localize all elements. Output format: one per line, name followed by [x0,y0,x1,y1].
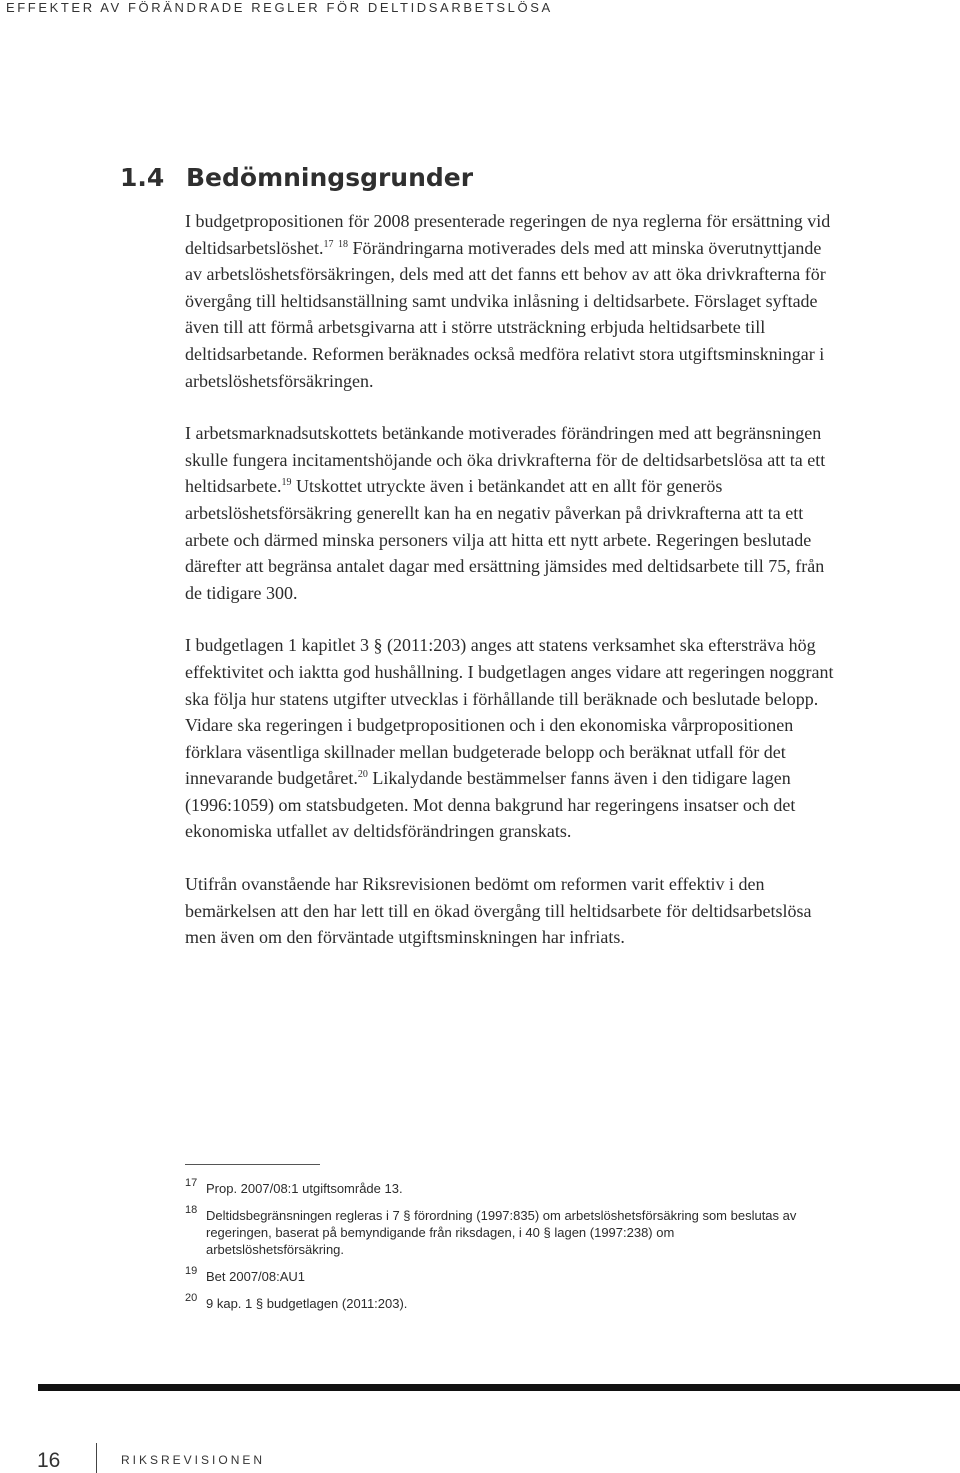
footnote-17 [185,1177,815,1197]
section-number: 1.4 [120,163,165,192]
paragraph-4: Utifrån ovanstående har Riksrevisionen bedömt om reformen varit effektiv i den bemärkelsen att den har lett till en ökad övergång till heltidsarbete för deltidsarbetslösa men även om den förväntade utgiftsminskningen har infriats. [185,874,812,948]
footer-separator [96,1443,97,1473]
page-number: 16 [37,1449,61,1472]
footnote-text: Bet 2007/08:AU1 [206,1269,306,1284]
footnotes [185,1177,815,1322]
footnote-number: 17 [185,1177,198,1189]
paragraph-1-text-b: Förändringarna motiverades dels med att minska överutnyttjande av arbetslöshetsförsäkringen, dels med att det fanns ett behov av att öka drivkrafterna för övergång till heltidsanställning samt undvika inlåsning i deltidsarbete. Förslaget syftade även till att förmå arbetsgivarna att i större utsträckning erbjuda heltidsarbete till deltidsarbetande. Reformen beräknades också medföra relativt stora utgiftsminskningar i arbetslöshetsförsäkringen. [185,237,826,391]
footnote-19 [185,1265,815,1285]
footnote-18 [185,1204,815,1258]
paragraph-2-text-a: I arbetsmarknadsutskottets betänkande motiverades förändringen med att begränsningen skulle fungera incitamentshöjande och öka drivkrafterna för de deltidsarbetslösa att ta ett heltidsarbete. [185,423,826,497]
footnote-text: Prop. 2007/08:1 utgiftsområde 13. [206,1181,403,1196]
paragraph-1-text-a: I budgetpropositionen för 2008 presenterade regeringen de nya reglerna för ersättning vid deltidsarbetslöshet. [185,211,831,258]
footnote-ref-20[interactable]: 20 [357,769,368,781]
paragraph-2-text-b: Utskottet utryckte även i betänkandet att en allt för generös arbetslöshetsförsäkring generellt kan ha en negativ påverkan på drivkrafterna att ta ett arbete och därmed minska personers vilja att hitta ett nytt arbete. Regeringen beslutade därefter att begränsa antalet dagar med ersättning jämsides med deltidsarbete till 75, från de tidigare 300. [185,476,825,603]
footnote-ref-19[interactable]: 19 [281,477,292,489]
footnote-number: 18 [185,1204,198,1216]
footnote-number: 19 [185,1265,198,1277]
publisher-name: RIKSREVISIONEN [121,1453,266,1467]
section-heading [120,163,473,192]
paragraph-2 [185,420,835,606]
section-title: Bedömningsgrunder [186,163,474,192]
paragraph-3-text-b: Likalydande bestämmelser fanns även i den tidigare lagen (1996:1059) om statsbudgeten. Mot denna bakgrund har regeringens insatser och det ekonomiska utfallet av deltidsförändringen granskats. [185,768,796,842]
paragraph-3-text-a: I budgetlagen 1 kapitlet 3 § (2011:203) anges att statens verksamhet ska eftersträva hög effektivitet och iaktta god hushållning. I budgetlagen anges vidare att regeringen noggrant ska följa hur statens utgifter utvecklas i förhållande till beräknade och beslutade belopp. Vidare ska regeringen i budgetpropositionen och i den ekonomiska vårpropositionen förklara väsentliga skillnader mellan budgeterade belopp och beräknat utfall för det innevarande budgetåret. [185,635,834,789]
footer-rule [38,1384,960,1391]
footnote-ref-18[interactable]: 18 [337,238,348,250]
running-header: EFFEKTER AV FÖRÄNDRADE REGLER FÖR DELTIDSARBETSLÖSA [6,0,553,15]
footnote-20 [185,1292,815,1312]
body-text [185,208,835,977]
footnote-ref-17[interactable]: 17 [323,238,334,250]
footnote-text: Deltidsbegränsningen regleras i 7 § förordning (1997:835) om arbetslöshetsförsäkring som beslutas av regeringen, baserat på bemyndigande från riksdagen, i 40 § lagen (1997:238) om arbetslöshetsförsäkring. [206,1208,797,1257]
footnote-divider [185,1164,320,1165]
paragraph-1 [185,208,835,394]
paragraph-3 [185,632,835,845]
footnote-number: 20 [185,1292,198,1304]
footnote-text: 9 kap. 1 § budgetlagen (2011:203). [206,1296,408,1311]
